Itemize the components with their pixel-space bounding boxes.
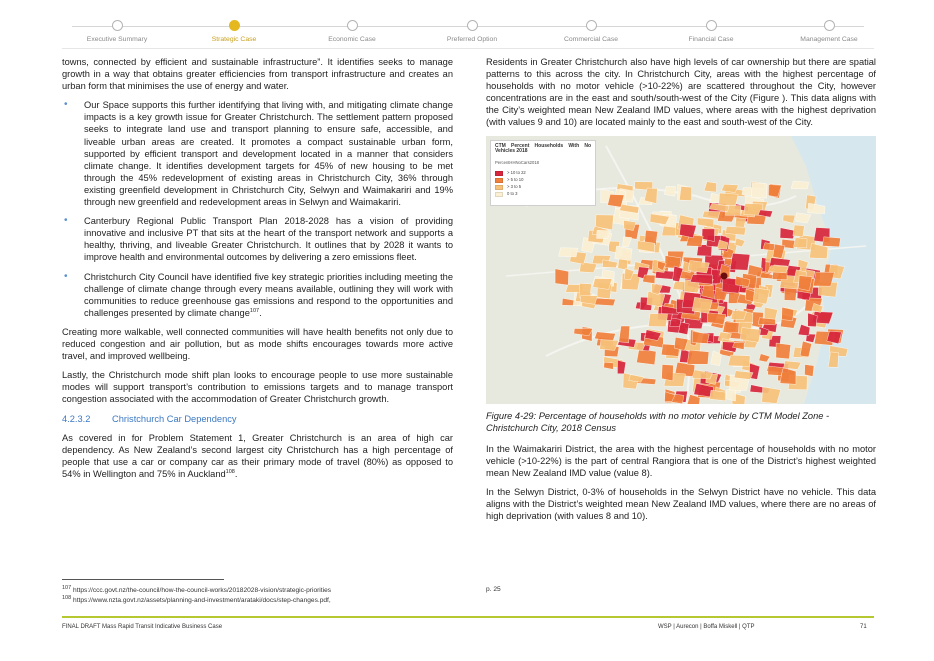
zone-polygon [679,186,691,200]
step-dot-icon [112,20,123,31]
zone-polygon [768,265,788,272]
nav-step-preferred-option[interactable] [417,20,527,43]
footnote-divider [62,579,224,580]
nav-step-executive-summary[interactable] [62,20,172,43]
intro-paragraph: towns, connected by efficient and sustainable infrastructure”. It identifies seeks to manage growth in a way that obtains greater efficiencies from transport infrastructure and creates an urban form that minimises the use of energy and water. [62,57,453,92]
left-column [62,56,453,487]
section-number: 4.2.3.2 [62,414,91,425]
footer-document-title: FINAL DRAFT Mass Rapid Transit Indicative Business Case [62,624,223,630]
bullet-rptp: • Canterbury Regional Public Transport Plan 2018-2028 has a vision of providing innovative and inclusive PT that sits at the heart of the transport network and supports a healthy, thriving, and liveable Greater Christchurch. It outlines that by 2028 it wants to improve health and environmental outcomes by delivering a zero emissions fleet. [64,215,453,263]
header-divider [62,48,874,49]
walkable-paragraph: Creating more walkable, well connected communities will have health benefits not only due to reduced congestion and air pollution, but as mode shifts encourages towards more active travel, and improved wellbeing. [62,326,453,362]
mode-shift-paragraph: Lastly, the Christchurch mode shift plan looks to encourage people to use more sustainable modes will support transport’s contribution to emissions targets and to manage transport congestion associated with the accommodation of Greater Christchurch growth. [62,370,453,405]
strategy-bullet-list [62,99,453,319]
step-label: Management Case [800,36,858,43]
zone-polygon [719,193,739,206]
step-label: Preferred Option [446,36,498,43]
zone-polygon [726,389,736,401]
step-dot-icon [229,20,240,31]
footnote-link[interactable]: https://ccc.govt.nz/the-council/how-the-council-works/20182028-vision/strategic-priorities [73,587,332,594]
right-column [486,56,876,529]
section-heading [62,413,453,425]
legend-swatch [495,192,503,197]
zone-polygon [637,348,657,364]
no-vehicle-map [486,136,876,404]
legend-row: > 5 to 10 [495,177,591,184]
car-dependency-paragraph: As covered in for Problem Statement 1, Greater Christchurch is an area of high car dependency. As New Zealand’s second largest city Christchurch has a high percentage of people that use a car or company car as their primary mode of travel (80%) as opposed to 54% in Wellington and 75% in Auckland$^{108}$. [62,432,453,479]
zone-polygon [763,242,775,250]
bullet-icon: • [64,215,68,227]
zone-polygon [731,310,747,319]
zone-polygon [752,182,768,198]
zone-polygon [768,366,784,376]
step-label: Commercial Case [563,36,618,43]
zone-polygon [805,364,815,376]
footnote-107: $^{107}$ https://ccc.govt.nz/the-council/how-the-council-works/20182028-vision/strategic-priorities [62,584,332,594]
footnote-108: $^{108}$ https://www.nzta.govt.nz/assets/planning-and-investment/arataki/docs/step-changes.pdf, [62,594,331,604]
step-label: Strategic Case [211,36,257,43]
zone-polygon [791,181,809,189]
section-progress-nav [62,14,874,50]
legend-swatch [495,185,503,190]
zone-polygon [822,236,840,246]
legend-swatch [495,171,503,176]
nav-step-financial-case[interactable] [656,20,766,43]
zone-polygon [728,355,750,366]
legend-swatch [495,178,503,183]
car-ownership-paragraph: Residents in Greater Christchurch also have high levels of car ownership but there are spatial patterns to this across the city. In Christchurch City, areas with the highest percentage of households with no motor vehicle (>10-22%) are scattered throughout the City, however concentrations are in the east and south/south-west of the City (Figure ). This data aligns with the City’s weighted mean New Zealand IMD values, where areas with the highest deprivation (with values 9 and 10) are located mainly to the east and south-west of the City. [486,57,876,128]
map-legend [490,140,596,206]
nav-step-management-case[interactable] [774,20,884,43]
bullet-icon: • [64,99,68,111]
figure-caption: Figure 4-29: Percentage of households with no motor vehicle by CTM Model Zone - Christchurch City, 2018 Census [486,410,830,433]
footer-authors: WSP | Aurecon | Boffa Miskell | QTP [658,624,755,630]
step-dot-icon [824,20,835,31]
legend-row: > 3 to 5 [495,184,591,191]
bullet-our-space: • Our Space supports this further identifying that living with, and mitigating climate change impacts is a key growth issue for Greater Christchurch. The settlement pattern proposed seeks to integrate land use and transport planning to ensure safe, accessible, and liveable urban areas are created. It promotes a compact sustainable urban form, supported by efficient transport and development located in a manner that considers climate change. It identifies development targets for 45% of new housing to be met through the 45% redevelopment of existing areas in Christchurch City, 36% through existing greenfield development in Christchurch City, Selwyn and Waimakariri and 19% through new greenfield and redevelopment areas in Selwyn and Waimakariri. [64,99,453,208]
bullet-icon: • [64,270,68,282]
legend-title: CTM Percent Households With No Vehicles 2018 [495,142,591,155]
zone-polygon [555,268,569,284]
step-label: Economic Case [328,36,376,43]
legend-row: 0 to 3 [495,191,591,198]
zone-polygon [776,343,791,359]
step-dot-icon [347,20,358,31]
footnote-ref-107[interactable]: 107 [249,307,260,314]
zone-polygon [793,224,805,236]
zone-polygon [664,186,675,196]
zone-polygon [725,226,745,235]
zone-polygon [730,253,750,270]
legend-row: > 10 to 22 [495,170,591,177]
nav-step-economic-case[interactable] [297,20,407,43]
zone-polygon [692,297,712,313]
bullet-ccc-priorities: • Christchurch City Council have identified five key strategic priorities including meeting the challenge of climate change through every means available, outlining they will work with communities to reduce greenhouse gas emissions and respond to the opportunities and challenges presented by climate change$^{107}$. [64,270,453,318]
footnote-ref-108[interactable]: 108 [225,468,235,475]
zone-polygon [662,364,674,380]
step-dot-icon [467,20,478,31]
zone-polygon [710,390,726,401]
waimakariri-paragraph: In the Waimakariri District, the area with the highest percentage of households with no motor vehicle (>10-22%) is the part of central Rangiora that is one of the District’s highest weighted mean New Zealand IMD value (value 8). [486,443,876,478]
step-label: Executive Summary [86,36,148,43]
step-dot-icon [586,20,597,31]
footnotes [62,586,331,605]
zone-polygon [670,318,681,327]
zone-polygon [687,350,709,364]
zone-polygon [793,237,807,247]
footer-divider [62,616,874,618]
nav-step-strategic-case[interactable] [179,20,289,43]
section-title: Christchurch Car Dependency [112,414,237,425]
page-reference: p. 25 [486,586,501,593]
footnote-link[interactable]: https://www.nzta.govt.nz/assets/planning-and-investment/arataki/docs/step-changes.pdf, [73,596,331,604]
zone-polygon [813,272,834,286]
zone-polygon [648,313,667,326]
step-dot-icon [706,20,717,31]
zone-polygon [595,298,616,306]
city-centre-marker [721,272,728,279]
zone-polygon [740,327,761,342]
nav-step-commercial-case[interactable] [536,20,646,43]
legend-field: PercentHHNoCars2018 [495,159,539,165]
footer-page-number: 71 [860,624,867,630]
zone-polygon [559,247,578,256]
zone-polygon [665,255,681,268]
zone-polygon [679,321,690,334]
step-label: Financial Case [688,36,734,43]
selwyn-paragraph: In the Selwyn District, 0-3% of households in the Selwyn District have no vehicle. This data aligns with the District’s weighted mean New Zealand IMD values, where there are no areas of high deprivation (with values 8 and 10). [486,487,876,522]
